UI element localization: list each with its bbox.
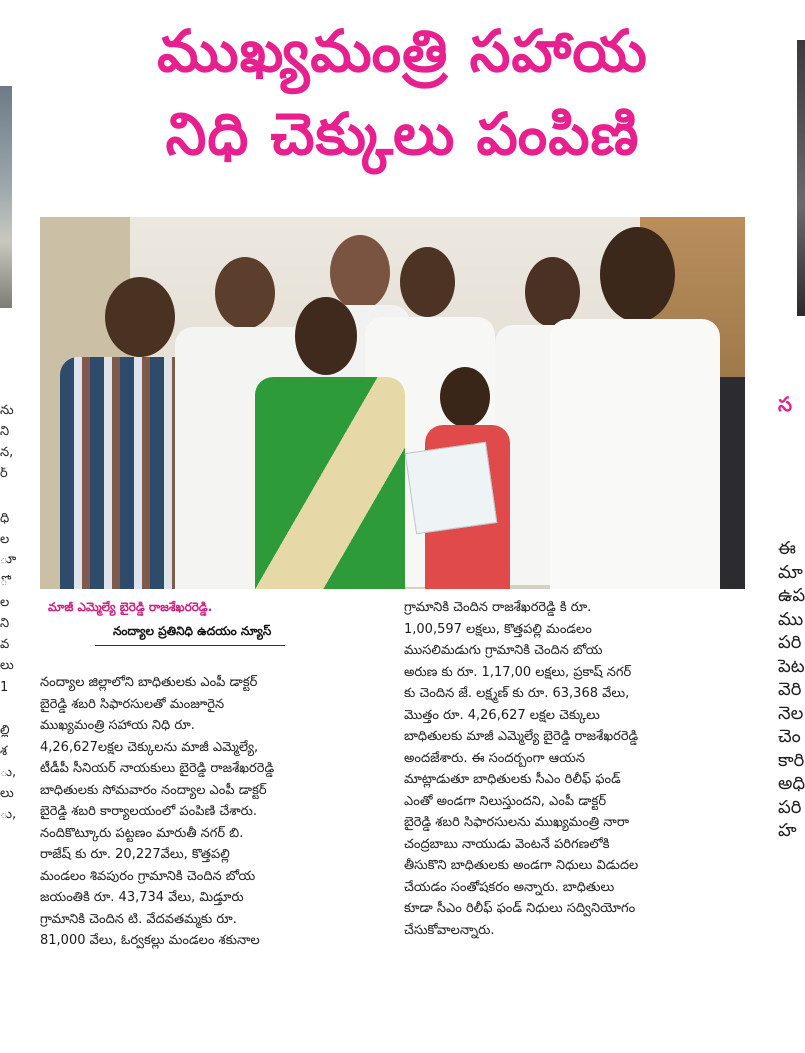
article-line: నందికొట్కూరు పట్టణం మారుతీ నగర్ బి. bbox=[40, 825, 244, 841]
article-line: 81,000 వేలు, ఓర్వకల్లు మండలం శకునాల bbox=[40, 933, 260, 948]
neighbor-left-fragment: ు, bbox=[0, 808, 16, 821]
article-line: కూడా సీఎం రిలీఫ్ ఫండ్ నిధులు సద్వినియోగం bbox=[404, 901, 636, 916]
neighbor-right-fragment: కారి bbox=[778, 751, 805, 770]
photo-caption: మాజీ ఎమ్మెల్యే బైరెడ్డి రాజశేఖరరెడ్డి. bbox=[48, 600, 213, 614]
article-line: ముసలిమడుగు గ్రామానికి చెందిన బోయ bbox=[404, 643, 603, 658]
article-line: ఎంతో అండగా నిలుస్తుందని, ఎంపీ డాక్టర్ bbox=[404, 793, 607, 809]
neighbor-right-fragment: పరి bbox=[778, 798, 802, 817]
neighbor-left-fragment: ని bbox=[0, 425, 10, 438]
article-line: బైరెడ్డి శబరి కార్యాలయంలో పంపిణి చేశారు. bbox=[40, 804, 258, 819]
neighbor-left-fragment: ను bbox=[0, 404, 14, 417]
neighbor-left-fragment: 1 bbox=[0, 681, 9, 694]
article-line: మొత్తం రూ. 4,26,627 లక్షల చెక్కులు bbox=[404, 707, 600, 723]
neighbor-right-fragment: హ bbox=[778, 822, 797, 840]
neighbor-right-fragment: ము bbox=[778, 610, 804, 629]
neighbor-right-fragment: పరి bbox=[778, 634, 802, 652]
article-line: చేసుకోవాలన్నారు. bbox=[404, 922, 495, 938]
article-line: మాట్లాడుతూ బాధితులకు సీఎం రిలీఫ్ ఫండ్ bbox=[404, 772, 621, 787]
neighbor-left-fragment: ర్ bbox=[0, 467, 8, 480]
neighbor-left-fragment: ల bbox=[0, 533, 10, 546]
neighbor-right-photo bbox=[797, 40, 805, 316]
neighbor-left-fragment: ల bbox=[0, 596, 10, 609]
article-line: తీసుకొని బాధితులకు అండగా నిధులు విడుదల bbox=[404, 858, 639, 873]
article-line: అందజేశారు. ఈ సందర్బంగా ఆయన bbox=[404, 750, 585, 766]
neighbor-left-fragment: ో bbox=[0, 575, 8, 588]
credit-underline bbox=[95, 645, 285, 646]
neighbor-right-fragment: మా bbox=[778, 563, 803, 582]
neighbor-right-fragment: ఈ bbox=[778, 540, 796, 558]
article-line: బాధితులకు సోమవారం నంద్యాల ఎంపీ డాక్టర్ bbox=[40, 782, 267, 798]
neighbor-left-fragment: న, bbox=[0, 446, 14, 459]
article-line: గ్రామానికి చెందిన రాజశేఖరరెడ్డి కి రూ. bbox=[404, 600, 592, 615]
headline-line-2: నిధి చెక్కులు పంపిణి bbox=[165, 100, 640, 168]
neighbor-right-headline: స bbox=[778, 392, 793, 416]
neighbor-left-fragment: ల్లి bbox=[0, 724, 10, 737]
neighbor-left-fragment: ధి bbox=[0, 512, 10, 525]
neighbor-left-fragment: లు bbox=[0, 787, 14, 800]
neighbor-left-fragment: లు bbox=[0, 659, 14, 672]
cheque-paper bbox=[405, 442, 498, 535]
neighbor-left-fragment: శ bbox=[0, 745, 8, 758]
article-line: కు చెందిన జే. లక్ష్మణ్ కు రూ. 63,368 వేలు, bbox=[404, 686, 630, 701]
neighbor-left-fragment: ు, bbox=[0, 766, 16, 779]
neighbor-right-fragment: ఉప bbox=[778, 587, 805, 605]
article-line: బాధితులకు మాజీ ఎమ్మెల్యే బైరెడ్డి రాజశేఖరరెడ్డి bbox=[404, 729, 639, 744]
neighbor-right-fragment: నెల bbox=[778, 704, 804, 723]
neighbor-right-fragment: అధి bbox=[778, 775, 805, 793]
article-line: చంద్రబాబు నాయుడు వెంటనే పరిగణలోకి bbox=[404, 836, 610, 852]
article-line: గ్రామానికి చెందిన టి. వేదవతమ్మకు రూ. bbox=[40, 911, 237, 927]
article-line: బైరెడ్డి శబరి సిఫారసులను ముఖ్యమంత్రి నారా bbox=[404, 815, 629, 830]
article-line: 1,00,597 లక్షలు, కొత్తపల్లి మండలం bbox=[404, 621, 592, 637]
article-line: నంద్యాల జిల్లాలోని బాధితులకు ఎంపీ డాక్టర్ bbox=[40, 675, 258, 690]
article-line: రాజేష్ కు రూ. 20,227వేలు, కొత్తపల్లి bbox=[40, 847, 230, 862]
article-line: మండలం శివపురం గ్రామానికి చెందిన బోయ bbox=[40, 868, 256, 884]
article-column-right bbox=[404, 597, 744, 941]
article-column-left bbox=[40, 672, 380, 952]
neighbor-left-photo bbox=[0, 86, 12, 308]
neighbor-left-fragment: ని bbox=[0, 617, 10, 630]
neighbor-left-fragment: వ bbox=[0, 638, 10, 651]
article-line: చేయడం సంతోషకరం అన్నారు. బాధితులు bbox=[404, 879, 615, 895]
neighbor-left-fragment: ూ bbox=[0, 553, 16, 566]
neighbor-right-fragment: చెం bbox=[778, 728, 801, 746]
news-photo bbox=[40, 217, 745, 589]
photo-credit: నంద్యాల ప్రతినిధి ఉదయం న్యూస్ bbox=[113, 624, 272, 638]
article-line: బైరెడ్డి శబరి సిఫారసులతో మంజూరైన bbox=[40, 696, 225, 712]
article-line: జయంతికి రూ. 43,734 వేలు, మిడ్తూరు bbox=[40, 890, 244, 905]
article-line: 4,26,627లక్షల చెక్కులను మాజీ ఎమ్మెల్యే, bbox=[40, 739, 259, 755]
article-line: టీడీపీ సీనియర్ నాయకులు బైరెడ్డి రాజశేఖరరెడ్డి bbox=[40, 761, 275, 776]
neighbor-right-fragment: పెట bbox=[778, 657, 805, 676]
article-line: ముఖ్యమంత్రి సహాయ నిధి రూ. bbox=[40, 718, 195, 733]
neighbor-right-fragment: వెరి bbox=[778, 681, 802, 699]
article-line: అరుణ కు రూ. 1,17,00 లక్షలు, ప్రకాష్ నగర్ bbox=[404, 664, 632, 680]
headline-line-1: ముఖ్యమంత్రి సహాయ bbox=[157, 17, 648, 85]
